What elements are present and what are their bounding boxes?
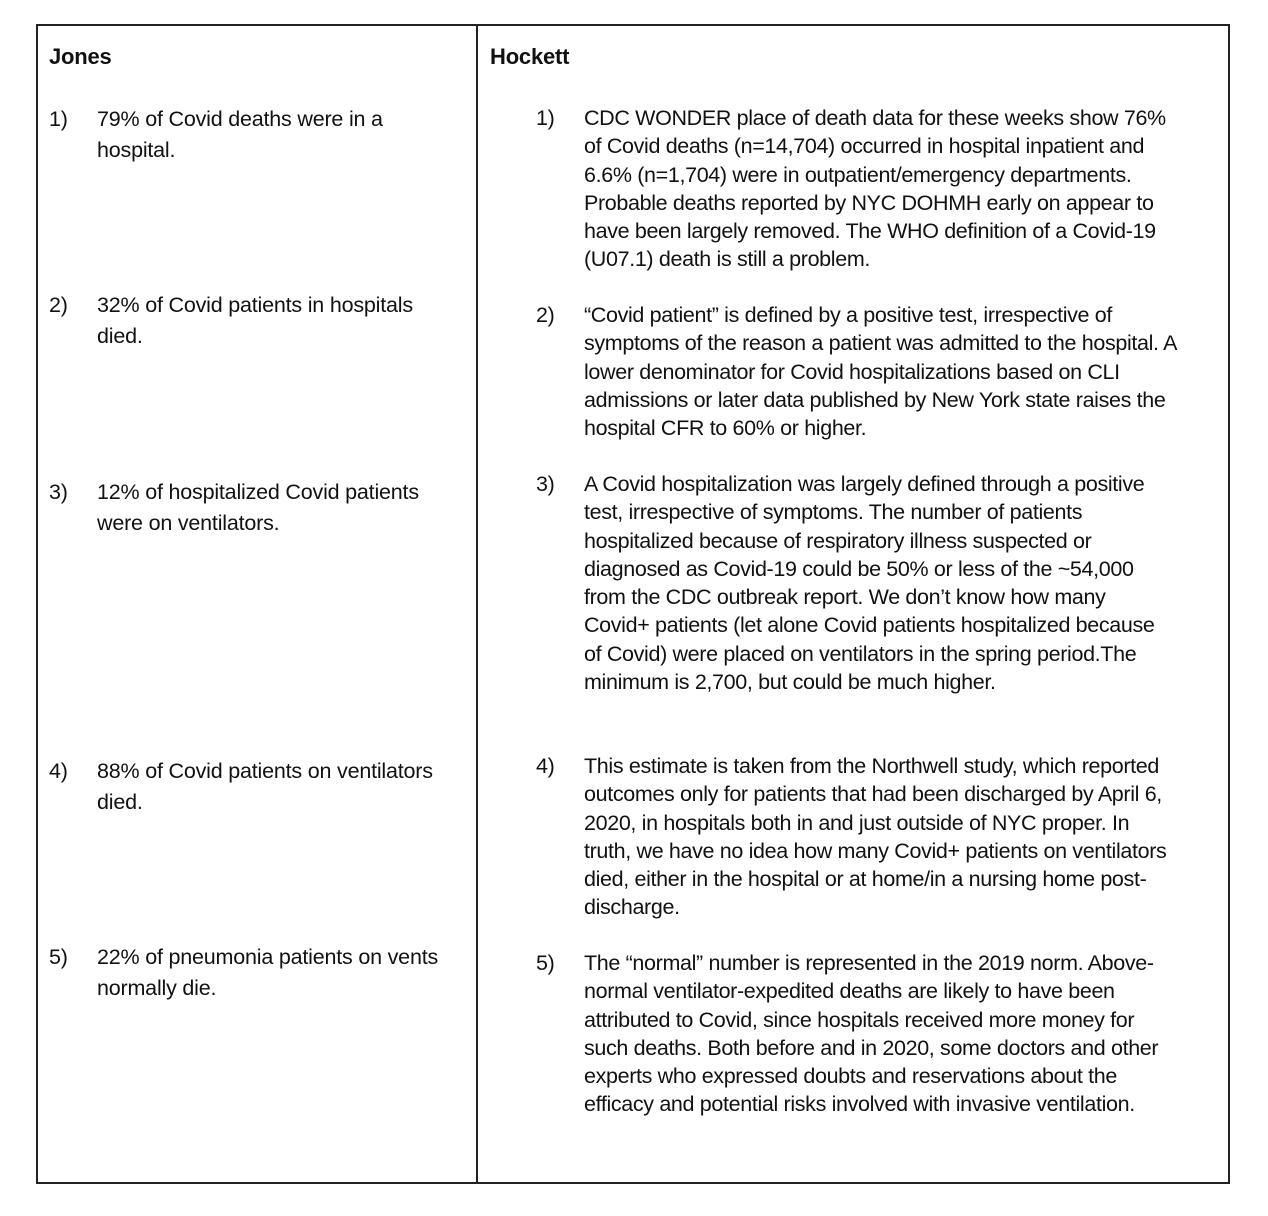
jones-item-4-number: 4) xyxy=(49,759,68,783)
jones-item-5-number: 5) xyxy=(49,945,68,969)
hockett-item-5 xyxy=(536,949,1176,1119)
hockett-item-5-number: 5) xyxy=(536,951,555,975)
jones-item-3-number: 3) xyxy=(49,480,68,504)
hockett-item-5-text: The “normal” number is represented in the 2019 norm. Above-normal ventilator-expedited deaths are likely to have been attributed to Covid, since hospitals received more money for such deaths. Both before and in 2020, some doctors and other experts who expressed doubts and reservations about the efficacy and potential risks involved with invasive ventilation. xyxy=(584,951,1159,1117)
hockett-item-3-text: A Covid hospitalization was largely defined through a positive test, irrespective of symptoms. The number of patients hospitalized because of respiratory illness suspected or diagnosed as Covid-19 could be 50% or less of the ~54,000 from the CDC outbreak report. We don’t know how many Covid+ patients (let alone Covid patients hospitalized because of Covid) were placed on ventilators in the spring period.The minimum is 2,700, but could be much higher. xyxy=(584,472,1155,695)
jones-header: Jones xyxy=(49,44,112,69)
jones-item-3-text: 12% of hospitalized Covid patients were on ventilators. xyxy=(97,480,419,535)
jones-item-1 xyxy=(49,104,464,166)
jones-item-4-text: 88% of Covid patients on ventilators died. xyxy=(97,759,433,814)
hockett-item-2-text: “Covid patient” is defined by a positive test, irrespective of symptoms of the reason a patient was admitted to the hospital. A lower denominator for Covid hospitalizations based on CLI admissions or later data published by New York state raises the hospital CFR to 60% or higher. xyxy=(584,303,1176,441)
jones-item-5 xyxy=(49,942,464,1004)
hockett-item-1-text: CDC WONDER place of death data for these weeks show 76% of Covid deaths (n=14,704) occurred in hospital inpatient and 6.6% (n=1,704) were in outpatient/emergency departments. Probable deaths reported by NYC DOHMH early on appear to have been largely removed. The WHO definition of a Covid-19 (U07.1) death is still a problem. xyxy=(584,106,1166,272)
jones-item-2 xyxy=(49,290,464,352)
jones-item-2-text: 32% of Covid patients in hospitals died. xyxy=(97,293,413,348)
hockett-item-4-number: 4) xyxy=(536,754,555,778)
jones-item-5-text: 22% of pneumonia patients on vents normally die. xyxy=(97,945,439,1000)
hockett-header: Hockett xyxy=(490,44,570,69)
hockett-item-3-number: 3) xyxy=(536,472,555,496)
jones-item-4 xyxy=(49,756,464,818)
jones-item-2-number: 2) xyxy=(49,293,68,317)
hockett-column xyxy=(478,26,1228,1182)
hockett-item-2 xyxy=(536,301,1176,442)
jones-item-1-text: 79% of Covid deaths were in a hospital. xyxy=(97,107,383,162)
comparison-table xyxy=(36,24,1230,1184)
hockett-item-2-number: 2) xyxy=(536,303,555,327)
hockett-item-4-text: This estimate is taken from the Northwell study, which reported outcomes only for patients that had been discharged by April 6, 2020, in hospitals both in and just outside of NYC proper. In truth, we have no idea how many Covid+ patients on ventilators died, either in the hospital or at home/in a nursing home post-discharge. xyxy=(584,754,1167,920)
hockett-item-4 xyxy=(536,752,1176,922)
jones-item-3 xyxy=(49,477,464,539)
hockett-item-1-number: 1) xyxy=(536,106,555,130)
hockett-item-3 xyxy=(536,470,1176,696)
hockett-item-1 xyxy=(536,104,1176,274)
jones-item-1-number: 1) xyxy=(49,107,68,131)
jones-column xyxy=(38,26,478,1182)
